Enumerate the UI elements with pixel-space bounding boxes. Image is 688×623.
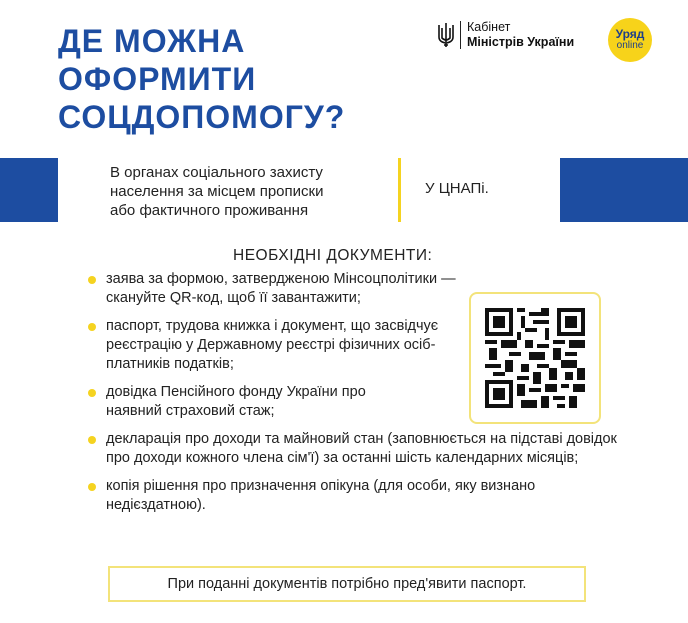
where-option-social-protection (110, 163, 323, 220)
cabinet-logo (437, 20, 574, 50)
where-line: або фактичного проживання (110, 202, 309, 219)
blue-band-left (0, 158, 58, 222)
logo-divider (460, 21, 461, 49)
list-item (88, 270, 466, 308)
bullet-icon (88, 389, 96, 397)
list-item (88, 430, 628, 468)
uryad-online-logo (608, 18, 652, 62)
item-text: паспорт, трудова книжка і документ, що засвідчує реєстрацію у Державному реєстрі фізичних осіб-платників податків; (106, 318, 439, 372)
item-text: копія рішення про призначення опікуна (для особи, яку визнано недієздатною). (106, 478, 536, 513)
page-title (58, 22, 345, 136)
bullet-icon (88, 436, 96, 444)
blue-band-right (560, 158, 688, 222)
title-line: ДЕ МОЖНА (58, 23, 246, 59)
yellow-divider (398, 158, 401, 222)
list-item (88, 383, 406, 421)
where-line: В органах соціального захисту (110, 164, 323, 181)
documents-heading: НЕОБХІДНІ ДОКУМЕНТИ: (233, 247, 433, 264)
qr-code-icon[interactable] (485, 308, 585, 408)
cabinet-line1: Кабінет (467, 20, 511, 34)
cabinet-line2: Міністрів України (467, 35, 575, 49)
passport-note: При поданні документів потрібно пред'явити паспорт. (108, 566, 586, 602)
uryad-line2: online (616, 40, 644, 51)
item-text: заява за формою, затвердженою Мінсоцполітики — скануйте QR-код, щоб її завантажити; (106, 271, 456, 306)
bullet-icon (88, 323, 96, 331)
where-line: населення за місцем прописки (110, 183, 324, 200)
title-line: ОФОРМИТИ (58, 61, 257, 97)
qr-code-frame (469, 292, 601, 424)
list-item (88, 317, 466, 374)
bullet-icon (88, 483, 96, 491)
where-option-cnap: У ЦНАПі. (425, 180, 489, 197)
item-text: декларація про доходи та майновий стан (заповнюється на підставі довідок про доходи кожного члена сім'ї) за останні шість календарних місяців; (106, 431, 617, 466)
uryad-line1: Уряд (615, 27, 645, 41)
trident-icon (437, 22, 455, 48)
list-item (88, 477, 576, 515)
title-line: СОЦДОПОМОГУ? (58, 99, 346, 135)
bullet-icon (88, 276, 96, 284)
item-text: довідка Пенсійного фонду України про наявний страховий стаж; (106, 384, 366, 419)
